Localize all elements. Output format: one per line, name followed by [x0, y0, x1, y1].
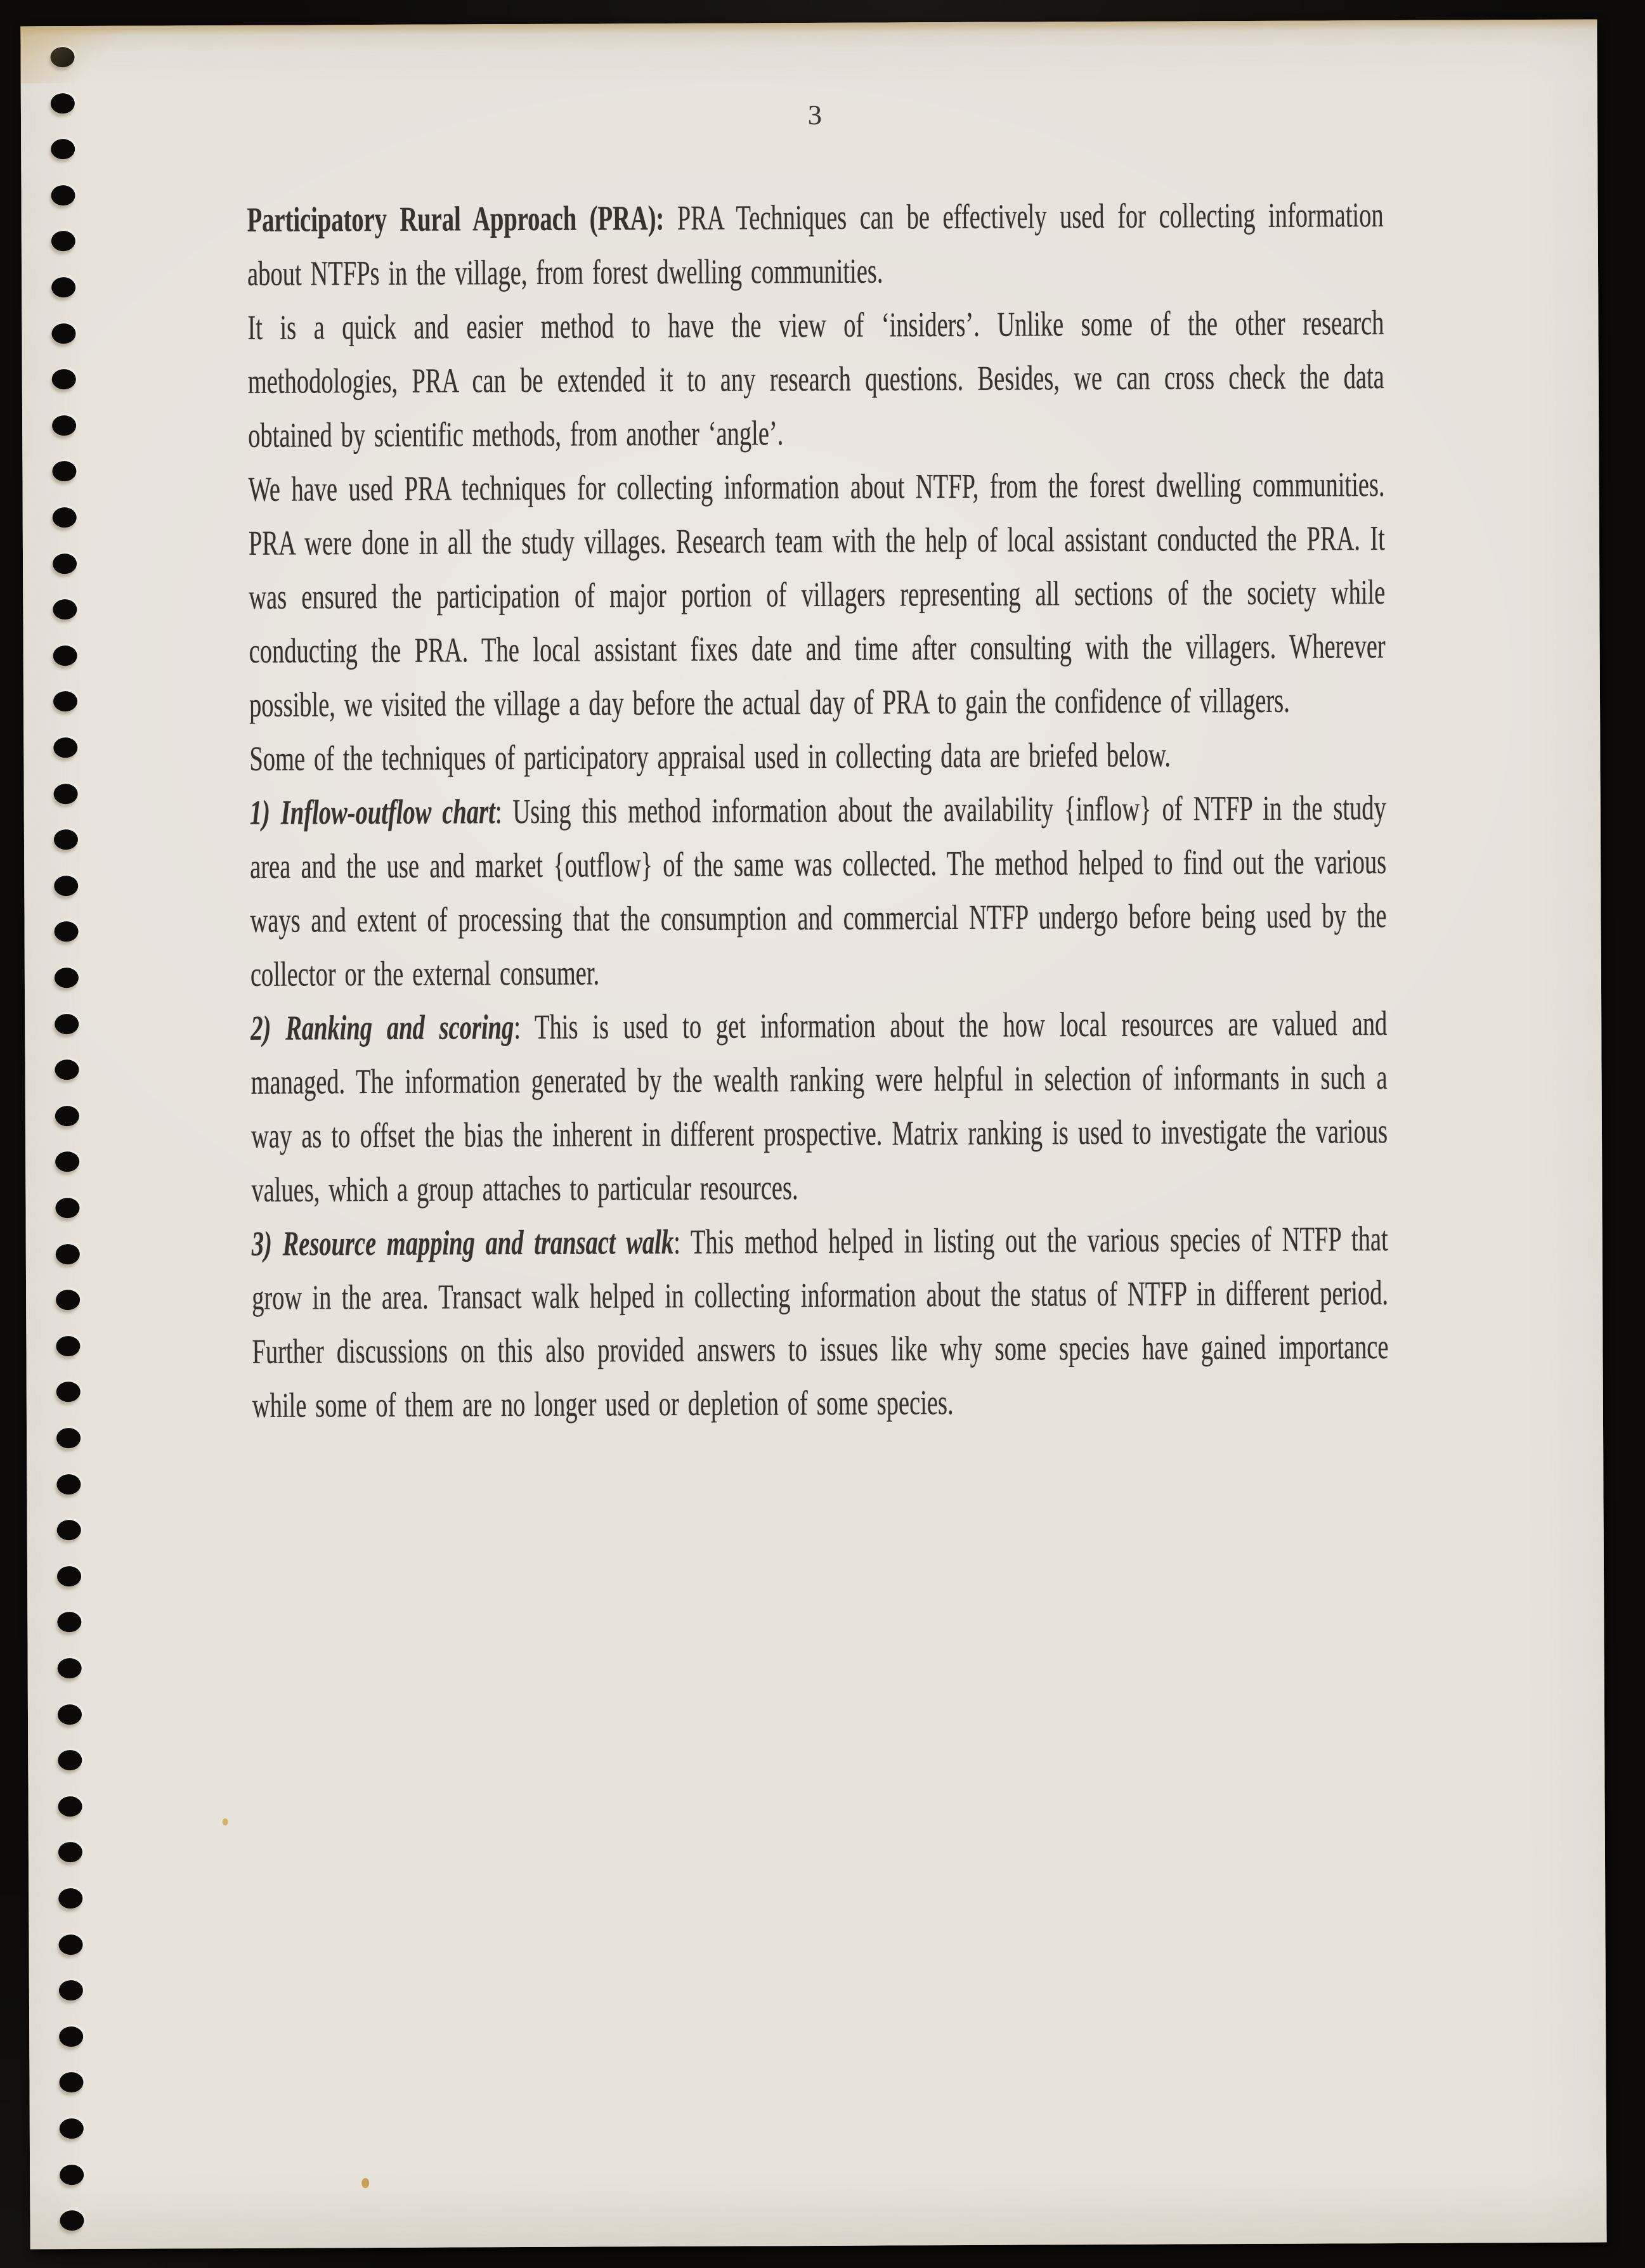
page-number: 3: [807, 99, 822, 131]
binding-hole: [56, 1336, 80, 1356]
binding-hole: [55, 1198, 79, 1218]
binding-hole: [53, 645, 77, 666]
binding-hole: [55, 1014, 79, 1034]
binding-hole: [59, 2026, 83, 2047]
binding-hole: [58, 1934, 82, 1955]
binding-hole: [58, 1842, 82, 1862]
binding-hole: [55, 968, 79, 988]
binding-hole: [58, 1750, 82, 1770]
binding-hole: [56, 1428, 81, 1448]
binding-hole: [53, 599, 77, 619]
text-run: : This is used to get information about the how local resources are valued and managed. The information generated by the wealth ranking were helpful in selection of informants in such a way as to offset the bias the inherent in different prospective. Matrix ranking is used to investigate the various values, which a group attaches to particular resources.: [250, 1004, 1388, 1209]
binding-hole: [55, 1059, 79, 1080]
binding-hole: [57, 1566, 81, 1586]
document-body: [247, 188, 1389, 1432]
binding-hole: [54, 876, 78, 896]
binding-hole: [51, 93, 75, 113]
text-run: Some of the techniques of participatory appraisal used in collecting data are briefed below.: [249, 735, 1171, 778]
binding-hole: [53, 737, 77, 758]
binding-hole: [56, 1382, 81, 1402]
binding-holes: [20, 26, 106, 2249]
paragraph: [252, 1212, 1389, 1432]
binding-hole: [59, 2072, 83, 2092]
binding-hole: [56, 1244, 80, 1264]
binding-hole: [55, 1151, 79, 1172]
binding-hole: [57, 1520, 81, 1540]
binding-hole: [59, 1980, 83, 2000]
document-page: [20, 20, 1606, 2250]
binding-hole: [55, 921, 79, 942]
paragraph: [248, 457, 1386, 732]
text-run: : Using this method information about the availability {inflow} of NTFP in the study area and the use and market {outflow} of the same was collected. The method helped to find out the various ways and extent of processing that the consumption and commercial NTFP undergo before being used by the collector or the external consumer.: [250, 788, 1387, 994]
binding-hole: [53, 507, 77, 528]
text-run: We have used PRA techniques for collecting information about NTFP, from the forest dwelling communities. PRA were done in all the study villages. Research team with the help of local assistant conducted the PRA. It was ensured the participation of major portion of villagers representing all sections of the society while conducting the PRA. The local assistant fixes date and time after consulting with the villagers. Wherever possible, we visited the village a day before the actual day of PRA to gain the confidence of villagers.: [248, 465, 1386, 724]
binding-hole: [58, 1796, 82, 1817]
text-run-bold-italic: 2) Ranking and scoring: [250, 1008, 514, 1047]
binding-hole: [60, 2118, 84, 2139]
binding-hole: [58, 1704, 82, 1725]
binding-hole: [51, 323, 75, 344]
paper-stain: [361, 2178, 369, 2188]
binding-hole: [51, 139, 75, 159]
text-run-bold-italic: 1) Inflow-outflow chart: [249, 792, 495, 832]
paper-stain: [223, 1818, 228, 1825]
binding-hole: [58, 1658, 82, 1678]
binding-hole: [54, 829, 78, 850]
binding-hole: [60, 2210, 84, 2231]
binding-hole: [55, 1106, 79, 1126]
paragraph: [247, 188, 1384, 301]
binding-hole: [56, 1474, 81, 1494]
paragraph: [247, 295, 1384, 462]
paragraph: [249, 727, 1386, 786]
binding-hole: [54, 784, 78, 804]
binding-hole: [52, 461, 76, 481]
binding-hole: [57, 1612, 81, 1632]
paragraph: [250, 996, 1388, 1217]
paragraph: [250, 781, 1387, 1001]
text-run-bold: Participatory Rural Approach (PRA):: [247, 198, 665, 239]
binding-hole: [51, 231, 75, 251]
binding-hole: [58, 1888, 82, 1908]
binding-hole: [56, 1290, 80, 1310]
binding-hole: [60, 2165, 84, 2185]
binding-hole: [51, 277, 75, 297]
text-run: : This method helped in listing out the various species of NTFP that grow in the area. Transact walk helped in collecting information about the status of NTFP in different period. Further discussions on this also provided answers to issues like why some species have gained importance while some of them are no longer used or depletion of some species.: [251, 1219, 1389, 1425]
text-run: PRA Techniques can be effectively used for collecting information about NTFPs in the village, from forest dwelling communities.: [247, 195, 1384, 293]
binding-hole: [53, 554, 77, 574]
binding-hole: [52, 369, 76, 389]
binding-hole: [52, 415, 76, 436]
binding-hole: [51, 185, 75, 205]
text-run: It is a quick and easier method to have the view of ‘insiders’. Unlike some of the other research methodologies, PRA can be extended it to any research questions. Besides, we can cross check the data obtained by scientific methods, from another ‘angle’.: [247, 303, 1384, 455]
text-run-bold-italic: 3) Resource mapping and transact walk: [251, 1222, 674, 1263]
binding-hole: [53, 691, 77, 711]
binding-hole: [51, 47, 75, 67]
